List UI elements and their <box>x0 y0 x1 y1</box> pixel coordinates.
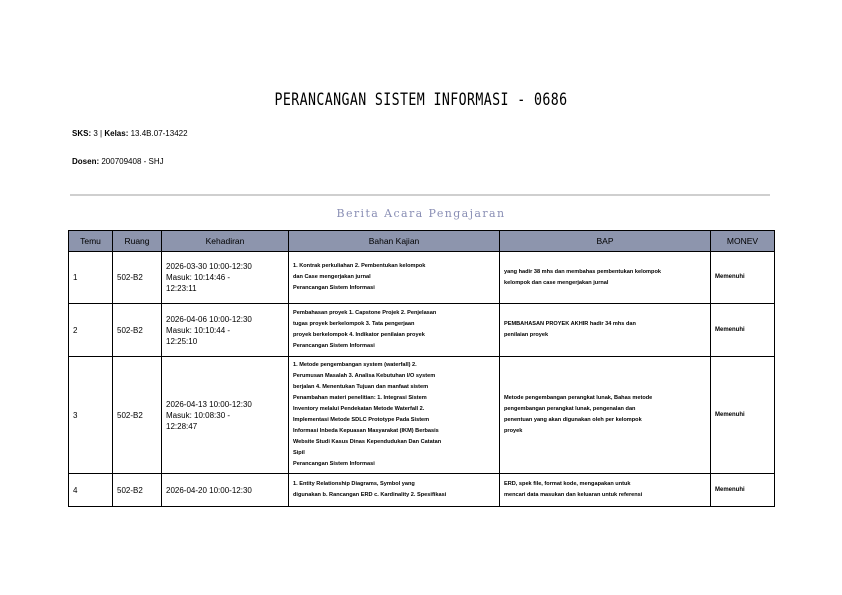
bahan-line: 1. Entity Relationship Diagrams, Symbol yang <box>293 481 415 487</box>
bap-cell <box>500 252 711 304</box>
table-row <box>69 357 775 474</box>
bap-cell <box>500 357 711 474</box>
bahan-line: tugas proyek berkelompok 3. Tata pengerjaan <box>293 321 415 327</box>
bahan-line: berjalan 4. Menentukan Tujuan dan manfaat sistem <box>293 384 429 390</box>
bahan-kajian-cell <box>289 357 500 474</box>
kehadiran-line: 2026-03-30 10:00-12:30 <box>166 262 252 271</box>
bahan-line: Perumusan Masalah 3. Analisa Kebutuhan I/O system <box>293 373 436 379</box>
section-title: Berita Acara Pengajaran <box>336 207 506 220</box>
dosen-value: 200709408 - SHJ <box>101 157 164 166</box>
bahan-line: 1. Kontrak perkuliahan 2. Pembentukan kelompok <box>293 263 426 269</box>
page-title: PERANCANGAN SISTEM INFORMASI - 0686 <box>274 90 568 110</box>
col-header-monev: MONEV <box>711 231 775 252</box>
temu-cell: 3 <box>69 357 113 474</box>
lecturer-meta <box>72 157 164 166</box>
monev-cell: Memenuhi <box>711 304 775 357</box>
bap-line: yang hadir 38 mhs dan membahas pembentukan kelompok <box>504 268 661 275</box>
ruang-cell: 502-B2 <box>113 252 162 304</box>
ruang-cell: 502-B2 <box>113 357 162 474</box>
bap-cell <box>500 304 711 357</box>
bap-table <box>68 230 775 507</box>
table-row <box>69 304 775 357</box>
kehadiran-cell <box>162 357 289 474</box>
kehadiran-line: 2026-04-20 10:00-12:30 <box>166 485 252 495</box>
bahan-line: proyek berkelompok 4. Indikator penilaian proyek <box>293 332 425 338</box>
table-row <box>69 252 775 304</box>
table-row <box>69 474 775 507</box>
temu-cell: 4 <box>69 474 113 507</box>
col-header-bahan-kajian: Bahan Kajian <box>289 231 500 252</box>
bap-line: kelompok dan case mengerjakan jurnal <box>504 279 609 286</box>
bap-line: penilaian proyek <box>504 332 549 338</box>
sks-value: 3 <box>93 129 98 138</box>
bahan-line: digunakan b. Rancangan ERD c. Kardinality 2. Spesifikasi <box>293 492 447 498</box>
temu-cell: 1 <box>69 252 113 304</box>
bahan-line: Informasi Inbeda Kepuasan Masyarakat (IKM) Berbasis <box>293 428 439 434</box>
meta-separator: | <box>100 129 103 138</box>
kehadiran-line: 2026-04-13 10:00-12:30 <box>166 399 252 409</box>
kehadiran-cell <box>162 252 289 304</box>
bahan-line: Implementasi Metode SDLC Prototype Pada Sistem <box>293 417 430 423</box>
kelas-label: Kelas: <box>104 129 129 138</box>
kehadiran-line: Masuk: 10:14:46 - <box>166 273 231 282</box>
ruang-cell: 502-B2 <box>113 474 162 507</box>
temu-cell: 2 <box>69 304 113 357</box>
bahan-line: Perancangan Sistem Informasi <box>293 343 375 349</box>
monev-cell: Memenuhi <box>711 357 775 474</box>
bahan-kajian-cell <box>289 252 500 304</box>
bap-line: PEMBAHASAN PROYEK AKHIR hadir 34 mhs dan <box>504 321 636 327</box>
kehadiran-line: 12:28:47 <box>166 421 198 431</box>
bahan-kajian-cell <box>289 474 500 507</box>
bahan-line: Website Studi Kasus Dinas Kependudukan Dan Catatan <box>293 439 442 445</box>
bap-line: penentuan yang akan digunakan oleh per kelompok <box>504 417 642 423</box>
bap-line: mencari data masukan dan keluaran untuk referensi <box>504 492 643 498</box>
monev-cell: Memenuhi <box>711 474 775 507</box>
bahan-line: Penambahan materi penelitian: 1. Integrasi Sistem <box>293 395 427 401</box>
dosen-label: Dosen: <box>72 157 100 166</box>
table-header-row <box>69 231 775 252</box>
kehadiran-cell <box>162 304 289 357</box>
bahan-line: Sipil <box>293 450 305 456</box>
kehadiran-line: Masuk: 10:08:30 - <box>166 410 231 420</box>
col-header-ruang: Ruang <box>113 231 162 252</box>
kehadiran-cell <box>162 474 289 507</box>
kehadiran-line: 12:25:10 <box>166 336 198 346</box>
bahan-kajian-cell <box>289 304 500 357</box>
bahan-line: 1. Metode pengembangan system (waterfall) 2. <box>293 362 417 368</box>
kehadiran-line: 2026-04-06 10:00-12:30 <box>166 314 252 324</box>
bahan-line: Pembahasan proyek 1. Capstone Projek 2. Penjelasan <box>293 310 437 316</box>
bahan-line: Perancangan Sistem Informasi <box>293 461 375 467</box>
ruang-cell: 502-B2 <box>113 304 162 357</box>
col-header-kehadiran: Kehadiran <box>162 231 289 252</box>
bap-cell <box>500 474 711 507</box>
sks-label: SKS: <box>72 129 92 138</box>
bap-line: Metode pengembangan perangkat lunak, Bahas metode <box>504 395 653 401</box>
kehadiran-line: Masuk: 10:10:44 - <box>166 325 231 335</box>
bahan-line: Inventory melalui Pendekatan Metode Waterfall 2. <box>293 406 425 412</box>
kelas-value: 13.4B.07-13422 <box>130 129 188 138</box>
col-header-temu: Temu <box>69 231 113 252</box>
bahan-line: dan Case mengerjakan jurnal <box>293 274 371 280</box>
bap-line: proyek <box>504 428 523 434</box>
col-header-bap: BAP <box>500 231 711 252</box>
bap-line: ERD, spek file, format kode, mengapakan untuk <box>504 481 631 487</box>
monev-cell: Memenuhi <box>711 252 775 304</box>
bahan-line: Perancangan Sistem Informasi <box>293 285 375 291</box>
divider <box>70 194 770 196</box>
bap-line: pengembangan perangkat lunak, pengenalan dan <box>504 406 636 412</box>
kehadiran-line: 12:23:11 <box>166 284 197 293</box>
course-meta <box>72 129 188 138</box>
